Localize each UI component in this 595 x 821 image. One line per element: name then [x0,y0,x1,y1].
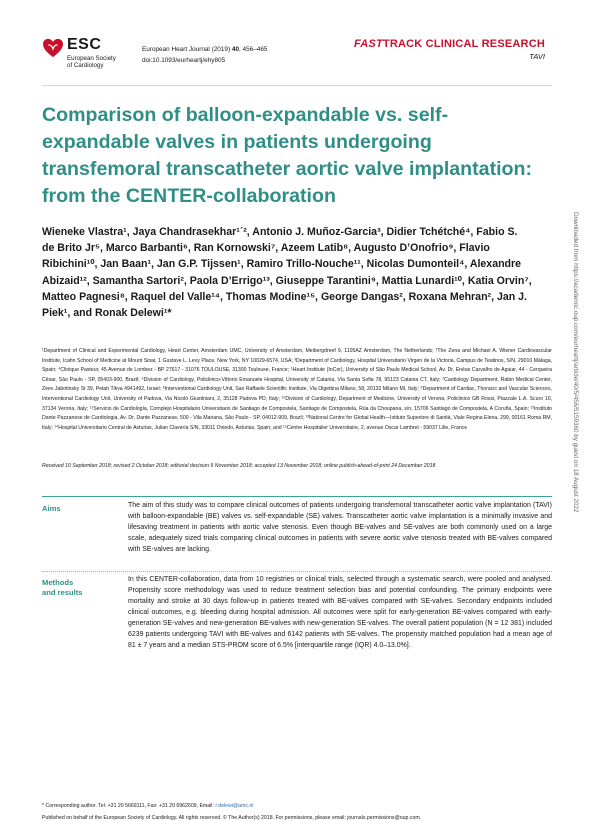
methods-label-line-1: Methods [42,578,74,587]
corresponding-email-link[interactable]: r.delewi@amc.nl [215,803,254,809]
corresponding-author [42,803,253,809]
received-dates: Received 10 September 2018; revised 2 October 2018; editorial decision 9 November 2018; accepted 13 November 2018; online publish-ahead-of-print 24 December 2018 [42,463,436,469]
methods-label [42,578,122,598]
article-title: Comparison of balloon-expandable vs. self-expandable valves in patients undergoing transfemoral transcatheter aortic valve implantation: from the CENTER-collaboration [42,104,532,207]
aims-label: Aims [42,504,61,513]
logo-subtitle-line-1: European Society [67,55,116,62]
structured-abstract [42,478,552,810]
publisher-note: Published on behalf of the European Society of Cardiology. All rights reserved. © The Author(s) 2018. For permissions, please email: journals.permissions@oup.com. [42,815,422,821]
logo-text: ESC [67,36,102,53]
aims-text: The aim of this study was to compare clinical outcomes of patients undergoing transfemoral transcatheter aortic valve implantation (TAVI) with balloon-expandable (BE) valves vs. self-expandable (SE) valves. Transcatheter aortic valve implantation is a minimally invasive and lifesaving treatment in patients with aortic valve stenosis. Even though BE-valves and SE-valves are both commonly used on a large scale, adequately sized trials comparing clinical outcomes in patients with severe aortic valve stenosis treated with BE-valves compared with SE-valves are lacking. [128,502,552,553]
author-list: Wieneke Vlastra¹, Jaya Chandrasekhar¹ˊ², Antonio J. Muñoz-Garcia³, Didier Tchétché⁴, Fabio S. de Brito Jr⁵, Marco Barbanti⁶, Ran Kornowski⁷, Azeem Latib⁸, Augusto D’Onofrio⁹, Flavio Ribichini¹⁰, Jan Baan¹, Jan G.P. Tijssen¹, Ramiro Trillo-Nouche¹¹, Nicolas Dumonteil⁴, Alexandre Abizaid¹², Samantha Sartori², Paola D’Errigo¹³, Giuseppe Tarantini⁹, Mattia Lunardi¹⁰, Katia Orvin⁷, Matteo Pagnesi⁸, Raquel del Valle¹⁴, Thomas Modine¹⁵, George Dangas², Roxana Mehran², Jan J. Piek¹, and Ronak Delewi¹* [42,226,532,320]
corresponding-text: * Corresponding author. Tel: +31 20 5669111, Fax: +31 20 6962609, Email: [42,803,216,809]
esc-heart-icon [42,38,64,58]
logo-subtitle [67,55,116,69]
abstract-divider [42,571,552,572]
affiliations: ¹Department of Clinical and Experimental Cardiology, Heart Center, Amsterdam UMC, University of Amsterdam, Meibergdreef 9, 1105AZ Amsterdam, The Netherlands; ²The Zena and Michael A. Wiener Cardiovascular Institute, Icahn School of Medicine at Mount Sinai, 1 Gustave L. Levy Place, New York, NY 10029-6574, USA; ³Department of Cardiology, Hospital Universitario Virgen de la Victoria, Campus de Teatinos, S/N, 29010 Málaga, Spain; ⁴Clinique Pasteur, 45 Avenue de Lombez - BP 27617 - 31076 TOULOUSE, 31300 Toulouse, France; ⁵Heart Institute (InCor), University of São Paulo Medical School, Av. Dr. Enéas Carvalho de Aguiar, 44 - Cerqueira César, São Paulo - SP, 05403-900, Brazil; ⁶Division of Cardiology, Policlinico-Vittorio Emanuele Hospital, University of Catania, Via Santa Sofia 78, 95123 Catania CT, Italy; ⁷Cardiology Department, Rabin Medical Center, Zeev Jabotinsky St 39, Petah Tikva 4941492, Israel; ⁸Interventional Cardiology Unit, San Raffaele Scientific Institute, Via Olgettina Milano, 58, 20132 Milano MI, Italy; ⁹Department of Cardiac, Thoracic and Vascular Sciences, Interventional Cardiology Unit, University of Padova, Via Nicolò Giustiniani, 2, 35128 Padova PD, Italy; ¹⁰Division of Cardiology, Department of Medicine, University of Verona, Policlinico GB Rossi, Piazzale L.A. Scuro 10, 37134 Verona, Italy; ¹¹Servicio de Cardiología, Complejo Hospitalario Universitario de Santiago de Compostela, Santiago de Compostela, Rúa da Choupana, s/n, 15706 Santiago de Compostela, A Coruña, Spain; ¹²Instituto Dante Pazzanese de Cardiologia, Av. Dr. Dante Pazzanese, 500 - Vila Mariana, São Paulo - SP, 04012-909, Brazil; ¹³National Centre for Global Health—Istituto Superiore di Sanità, Viale Regina Elena, 299, 00161 Roma RM, Italy; ¹⁴Hospital Universitario Central de Asturias, Julian Clavería S/N, 33011 Oviedo, Asturias, Spain; and ¹⁵Centre Hospitalier Universitaire, 2, avenue Oscar Lambret - 59037 Lille, France [42,348,552,431]
section-track: TRACK CLINICAL RESEARCH [382,38,545,50]
journal-line-1 [142,44,267,55]
esc-logo [42,36,137,78]
logo-subtitle-line-2: of Cardiology [67,62,104,69]
download-sidebar [572,212,582,592]
journal-pages: , 456–465 [239,46,268,53]
section-heading [354,38,545,50]
abstract-top-rule [42,496,552,497]
header-divider [42,85,552,86]
section-fast: FAST [354,38,383,50]
section-topic: TAVI [529,52,545,61]
methods-text: In this CENTER-collaboration, data from 10 registries or clinical trials, selected through a systematic search, were pooled and analysed. Propensity score methodology was used to reduce treatment selection bias and potential confounding. The primary endpoints were mortality and stroke at 30 days follow-up in patients treated with BE-valves compared with SE-valves. Secondary endpoints included clinical outcomes, e.g. bleeding during hospital admission. All outcomes were split for early-generation BE-valves compared with early-generation SE-valves and new-generation BE-valves with new-generation SE-valves. The overall patient population (N = 12 381) included 6239 patients undergoing TAVI with BE-valves and 6142 patients with SE-valves. The propensity matched population had a mean age of 81 ± 7 years and a median STS-PROM score of 6.5% [interquartile range (IQR) 4.0–13.0%]. [128,576,552,649]
methods-label-line-2: and results [42,588,83,597]
journal-name: European Heart Journal (2019) [142,46,232,53]
journal-doi[interactable]: doi:10.1093/eurheartj/ehy805 [142,57,226,64]
download-note: Downloaded from https://academic.oup.com/eurheartj/article/40/5/456/5159360 by guest on 18 August 2022 [572,212,579,513]
journal-volume: 40 [231,46,239,53]
journal-citation [142,44,267,66]
